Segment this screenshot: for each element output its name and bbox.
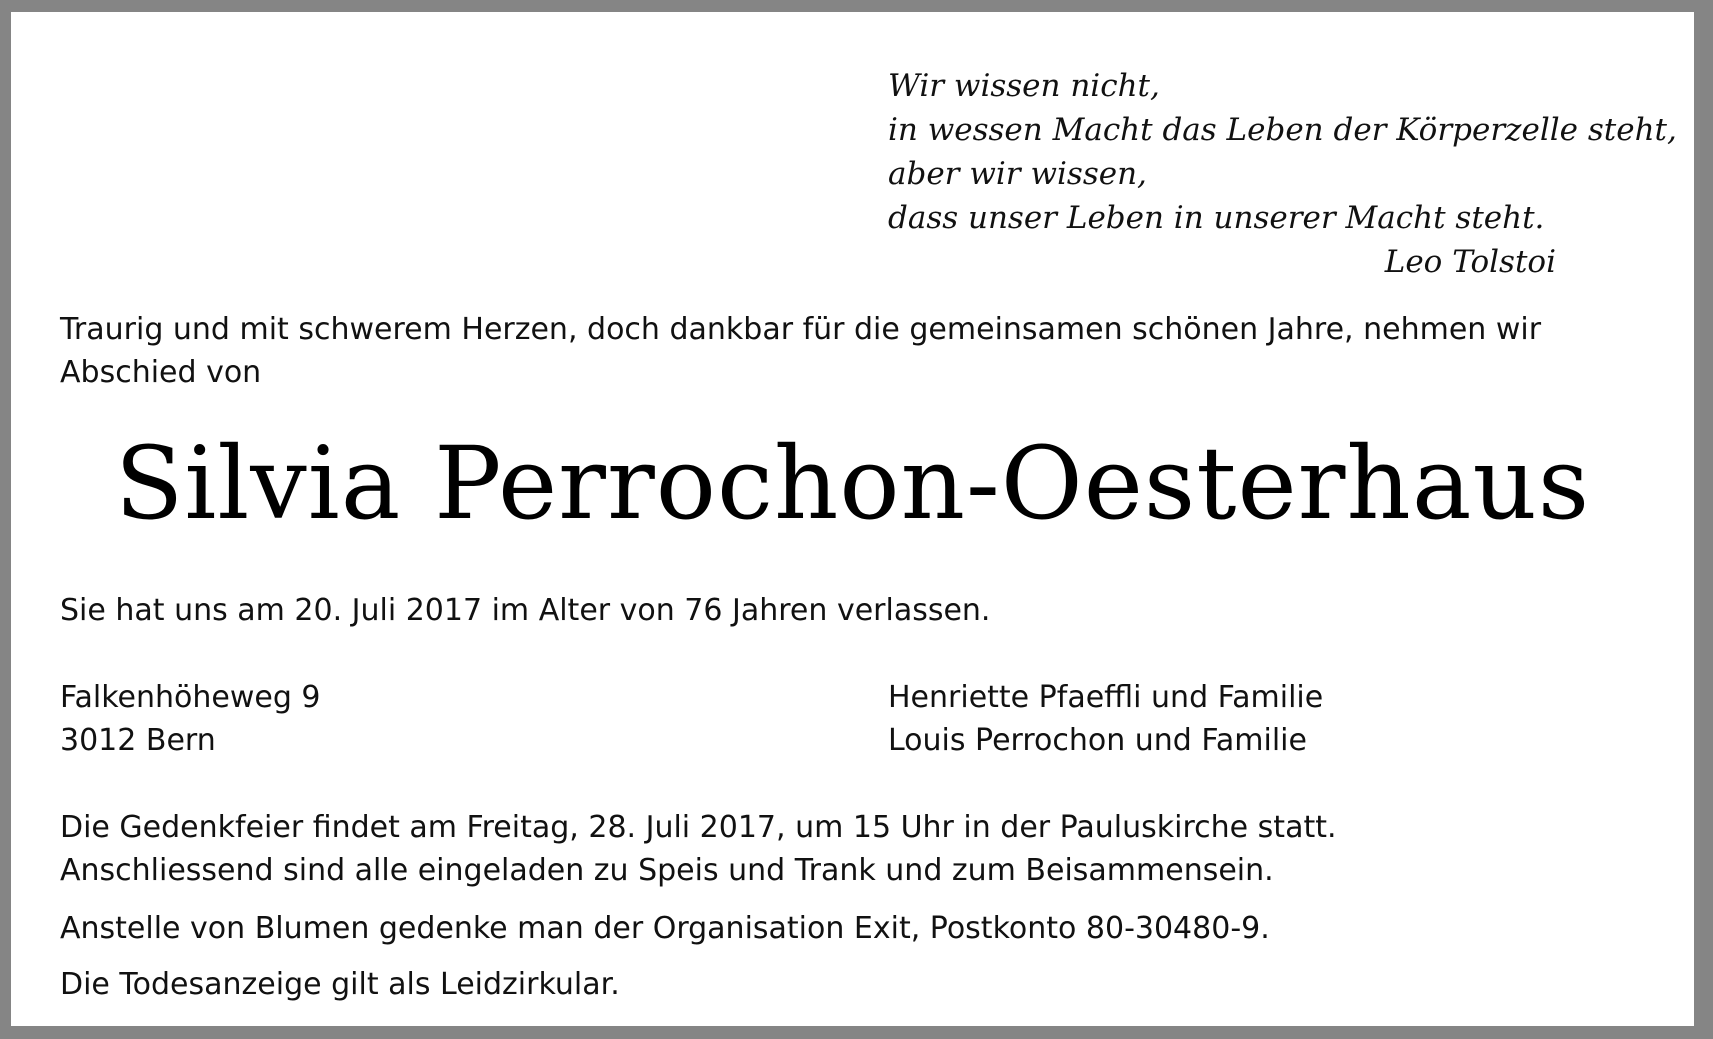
leidzirkular-note: Die Todesanzeige gilt als Leidzirkular. [60,967,620,1002]
tolstoi-quote [888,64,1677,284]
quote-line: dass unser Leben in unserer Macht steht. [888,200,1545,236]
family-block [888,676,1323,762]
quote-line: aber wir wissen, [888,156,1147,192]
obituary-page [11,12,1694,1026]
quote-author: Leo Tolstoi [1384,244,1556,280]
memorial-line: Die Gedenkfeier findet am Freitag, 28. Juli 2017, um 15 Uhr in der Pauluskirche statt. [60,810,1337,845]
quote-line: in wessen Macht das Leben der Körperzelle steht, [888,112,1677,148]
family-line: Henriette Pfaeffli und Familie [888,680,1324,715]
memorial-line: Anschliessend sind alle eingeladen zu Speis und Trank und zum Beisammensein. [60,853,1274,888]
family-line: Louis Perrochon und Familie [888,723,1307,758]
address-city: 3012 Bern [60,723,216,758]
deceased-name: Silvia Perrochon-Oesterhaus [114,425,1591,542]
memorial-service [60,806,1337,892]
death-notice: Sie hat uns am 20. Juli 2017 im Alter von 76 Jahren verlassen. [60,593,991,628]
address-block [60,676,321,762]
donation-note: Anstelle von Blumen gedenke man der Organisation Exit, Postkonto 80-30480-9. [60,911,1270,946]
intro-text: Traurig und mit schwerem Herzen, doch dankbar für die gemeinsamen schönen Jahre, nehmen wir Abschied von [60,312,1542,390]
quote-line: Wir wissen nicht, [888,68,1160,104]
address-street: Falkenhöheweg 9 [60,680,321,715]
